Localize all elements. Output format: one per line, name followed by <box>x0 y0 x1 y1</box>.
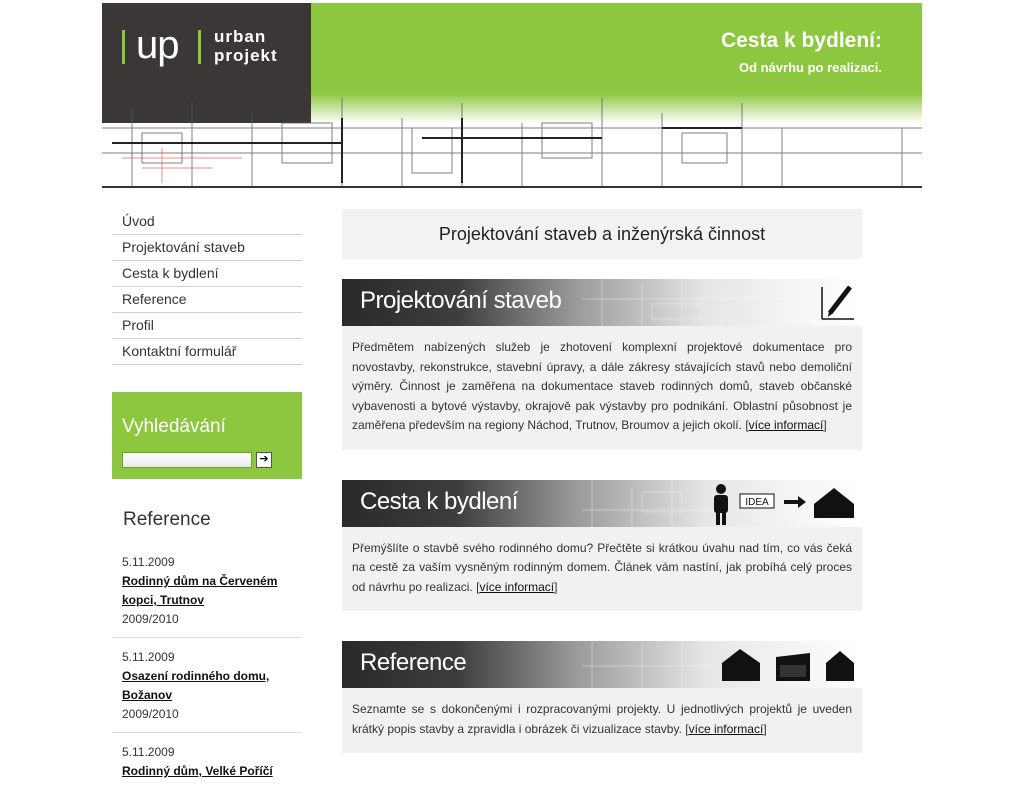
search-input[interactable] <box>122 452 252 468</box>
ref-link[interactable]: Rodinný dům na Červeném kopci, Trutnov <box>122 574 278 607</box>
nav-item-cesta[interactable]: Cesta k bydlení <box>112 261 302 287</box>
section-cesta <box>342 480 862 612</box>
search-box <box>112 392 302 479</box>
nav-item-uvod[interactable]: Úvod <box>112 209 302 235</box>
section-reference <box>342 641 862 753</box>
ref-date: 5.11.2009 <box>122 555 175 569</box>
more-bracket-close: ] <box>823 418 827 432</box>
ref-link[interactable]: Osazení rodinného domu, Božanov <box>122 669 270 702</box>
logo-wordmark <box>214 27 278 65</box>
search-button[interactable] <box>256 452 272 468</box>
list-item <box>112 638 302 733</box>
more-info-link[interactable]: více informací <box>688 721 764 736</box>
section-projektovani <box>342 279 862 450</box>
section-banner <box>342 279 862 326</box>
section-body: Přemýšlíte o stavbě svého rodinného domu? Přečtěte si krátkou úvahu nad tím, co vás čeká na cestě za vaším vysněným rodinným domem. Článek vám nastíní, jak probíhá celý proces od návrhu po realizaci. <box>352 540 852 594</box>
section-banner-title: Reference <box>360 649 467 676</box>
section-body: Předmětem nabízených služeb je zhotovení komplexní projektové dokumentace pro novostavby, rekonstrukce, stavební úpravy, a dále zákresy stávajících stavů nebo demoliční výměry. Činnost je zaměřena na dokumentace staveb rodinných domů, staveb občanské vybavenosti a bytové výstavby, okrajově pak výstavby pro podnikání. Oblastní působnost je zaměřena především na regiony Náchod, Trutnov, Broumov a jejich okolí. <box>352 340 852 432</box>
site-header <box>102 3 922 188</box>
nav-item-projektovani[interactable]: Projektování staveb <box>112 235 302 261</box>
floor-plan-image <box>102 98 922 188</box>
logo-word-urban: urban <box>214 27 267 46</box>
idea-to-house-icon <box>708 480 858 527</box>
section-banner <box>342 480 862 527</box>
nav-item-profil[interactable]: Profil <box>112 313 302 339</box>
main-nav <box>112 209 302 365</box>
houses-icon <box>718 641 858 688</box>
ref-year: 2009/2010 <box>122 612 179 626</box>
sidebar-references-title: Reference <box>123 509 211 530</box>
section-banner-title: Projektování staveb <box>360 287 562 314</box>
section-text <box>342 527 862 612</box>
sidebar-references <box>112 509 302 789</box>
section-banner-title: Cesta k bydlení <box>360 487 518 515</box>
slogan-title: Cesta k bydlení: <box>720 29 882 52</box>
ref-year: 2009/2010 <box>122 707 179 721</box>
nav-item-kontakt[interactable]: Kontaktní formulář <box>112 339 302 365</box>
arrow-right-icon: ➔ <box>259 453 269 465</box>
more-bracket-open: [ <box>476 579 480 594</box>
logo-word-projekt: projekt <box>214 46 278 65</box>
logo-bar-right <box>198 30 201 64</box>
nav-item-reference[interactable]: Reference <box>112 287 302 313</box>
logo-mark: up <box>136 23 179 67</box>
ref-link[interactable]: Rodinný dům, Velké Poříčí <box>122 764 273 778</box>
section-body: Seznamte se s dokončenými i rozpracovanými projekty. U jednotlivých projektů je uveden krátký popis stavby a zpravidla i obrázek či vizualizace stavby. <box>352 702 852 736</box>
more-bracket-close: ] <box>554 579 558 594</box>
logo-bar-left <box>122 30 125 64</box>
section-text <box>342 326 862 450</box>
search-title: Vyhledávání <box>122 416 226 437</box>
ref-date: 5.11.2009 <box>122 745 175 759</box>
main-content <box>342 209 862 753</box>
section-banner <box>342 641 862 688</box>
slogan-subtitle: Od návrhu po realizaci. <box>738 60 882 75</box>
ref-date: 5.11.2009 <box>122 650 175 664</box>
section-text <box>342 688 862 753</box>
list-item <box>112 733 302 789</box>
page-title: Projektování staveb a inženýrská činnost <box>342 209 862 259</box>
more-bracket-open: [ <box>745 418 749 432</box>
more-bracket-open: [ <box>685 721 689 736</box>
list-item <box>112 543 302 638</box>
pencil-icon <box>818 281 858 325</box>
more-info-link[interactable]: více informací <box>479 579 555 594</box>
idea-label: IDEA <box>745 496 769 508</box>
more-info-link[interactable]: více informací <box>748 418 824 432</box>
more-bracket-close: ] <box>763 721 767 736</box>
